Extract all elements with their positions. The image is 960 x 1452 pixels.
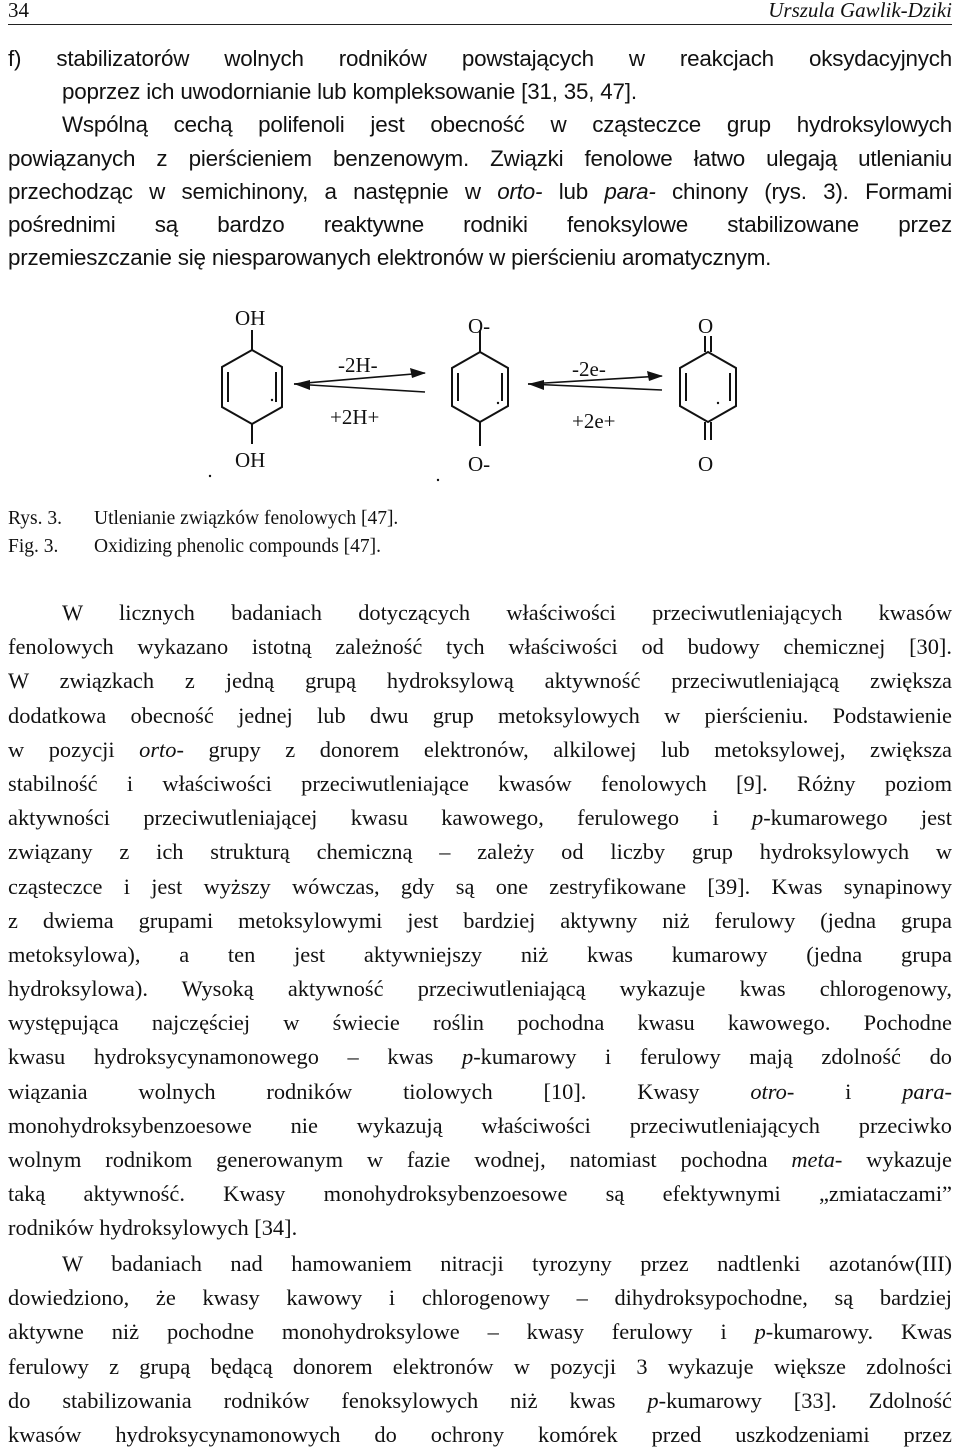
text-line: dowiedziono, że kwasy kawowy i chlorogenowy – dihydroksypochodne, są bardziej bbox=[8, 1285, 952, 1311]
text-line: ferulowy z grupą będącą donorem elektronów w pozycji 3 wykazuje większe zdolności bbox=[8, 1353, 952, 1379]
arrow1-top-label: -2H- bbox=[338, 353, 378, 377]
text-line: W licznych badaniach dotyczących właściwości przeciwutleniających kwasów bbox=[62, 600, 952, 625]
phenol-oxidation-scheme bbox=[200, 300, 760, 490]
text-line: kwasu hydroksycynamonowego – kwas p-kumarowy i ferulowy mają zdolność do bbox=[8, 1044, 952, 1070]
text-line: wiązania wolnych rodników tiolowych [10]. Kwasy otro- i para- bbox=[8, 1078, 952, 1104]
text-line: W związkach z jedną grupą hydroksylową aktywność przeciwutleniającą zwiększa bbox=[8, 668, 952, 694]
o-minus-top-label: O- bbox=[468, 314, 491, 338]
page-header bbox=[8, 0, 952, 25]
text-line: monohydroksybenzoesowe nie wykazują właściwości przeciwutleniających przeciwko bbox=[8, 1112, 952, 1138]
caption-label-en: Fig. 3. bbox=[8, 536, 59, 557]
text-line: aktywne niż pochodne monohydroksylowe – kwasy ferulowy i p-kumarowy. Kwas bbox=[8, 1319, 953, 1345]
text-line: kwasów hydroksycynamonowych do ochrony komórek przed uszkodzeniami przez bbox=[8, 1421, 952, 1447]
intro-text bbox=[8, 42, 952, 274]
paragraph-1 bbox=[8, 596, 952, 1246]
text-line: powiązanych z pierścieniem benzenowym. Związki fenolowe łatwo ulegają utlenianiu bbox=[8, 145, 952, 171]
text-line: w pozycji orto- grupy z donorem elektronów, alkilowej lub metoksylowej, zwiększa bbox=[8, 736, 952, 762]
text-line: wolnym rodnikom generowanym w fazie wodnej, natomiast pochodna meta- wykazuje bbox=[8, 1147, 952, 1172]
text-line: przemieszczanie się niesparowanych elektronów w pierścieniu aromatycznym. bbox=[8, 245, 772, 271]
text-line: hydroksylowa). Wysoką aktywność przeciwutleniającą wykazuje kwas chlorogenowy, bbox=[8, 976, 952, 1002]
text-line: związany z ich strukturą chemiczną – zależy od liczby grup hydroksylowych w bbox=[8, 839, 952, 865]
text-line: cząsteczce i jest wyższy wówczas, gdy są one zestryfikowane [39]. Kwas synapinowy bbox=[8, 873, 952, 899]
text-line: rodników hydroksylowych [34]. bbox=[8, 1215, 298, 1241]
text-line: przechodząc w semichinony, a następnie w orto- lub para- chinony (rys. 3). Formami bbox=[8, 178, 952, 204]
text-line: W badaniach nad hamowaniem nitracji tyrozyny przez nadtlenki azotanów(III) bbox=[62, 1251, 952, 1276]
text-line: do stabilizowania rodników fenoksylowych niż kwas p-kumarowy [33]. Zdolność bbox=[8, 1387, 952, 1413]
text-line: pośrednimi są bardzo reaktywne rodniki fenoksylowe stabilizowane przez bbox=[8, 211, 952, 237]
text-line: taką aktywność. Kwasy monohydroksybenzoesowe są efektywnymi „zmiataczami” bbox=[8, 1181, 952, 1207]
text-line: Wspólną cechą polifenoli jest obecność w cząsteczce grup hydroksylowych bbox=[62, 112, 952, 138]
paragraph-2 bbox=[8, 1247, 952, 1452]
o-top-label: O bbox=[698, 314, 714, 338]
arrow2-bottom-label: +2e+ bbox=[572, 409, 616, 433]
text-line: fenolowych wykazano istotną zależność tych właściwości od budowy chemicznej [30]. bbox=[8, 634, 952, 660]
text-line: stabilność i właściwości przeciwutleniające kwasów fenolowych [9]. Różny poziom bbox=[8, 770, 952, 796]
oh-bottom-label: OH bbox=[235, 448, 266, 472]
text-line: występująca najczęściej w świecie roślin pochodna kwasu kawowego. Pochodne bbox=[8, 1010, 952, 1036]
oh-top-label: OH bbox=[235, 306, 266, 330]
o-minus-bottom-label: O- bbox=[468, 452, 491, 476]
text-line: metoksylowa), a ten jest aktywniejszy niż kwas kumarowy (jedna grupa bbox=[8, 941, 952, 967]
arrow2-top-label: -2e- bbox=[572, 357, 606, 381]
text-line: z dwiema grupami metoksylowymi jest bardziej aktywny niż ferulowy (jedna grupa bbox=[8, 907, 952, 933]
page-number: 34 bbox=[8, 0, 29, 22]
caption-text-pl: Utlenianie związków fenolowych [47]. bbox=[94, 508, 399, 529]
figure-caption bbox=[8, 505, 398, 561]
text-line: poprzez ich uwodornianie lub kompleksowanie [31, 35, 47]. bbox=[62, 79, 637, 105]
o-bottom-label: O bbox=[698, 452, 714, 476]
text-line: dodatkowa obecność jednej lub dwu grup metoksylowych w pierścieniu. Podstawienie bbox=[8, 702, 952, 728]
arrow1-bottom-label: +2H+ bbox=[330, 405, 380, 429]
text-line: f) stabilizatorów wolnych rodników powstających w reakcjach oksydacyjnych bbox=[8, 46, 952, 71]
text-line: aktywności przeciwutleniającej kwasu kawowego, ferulowego i p-kumarowego jest bbox=[8, 805, 952, 831]
caption-label-pl: Rys. 3. bbox=[8, 508, 62, 529]
caption-text-en: Oxidizing phenolic compounds [47]. bbox=[94, 536, 382, 557]
running-author: Urszula Gawlik-Dziki bbox=[768, 0, 952, 22]
